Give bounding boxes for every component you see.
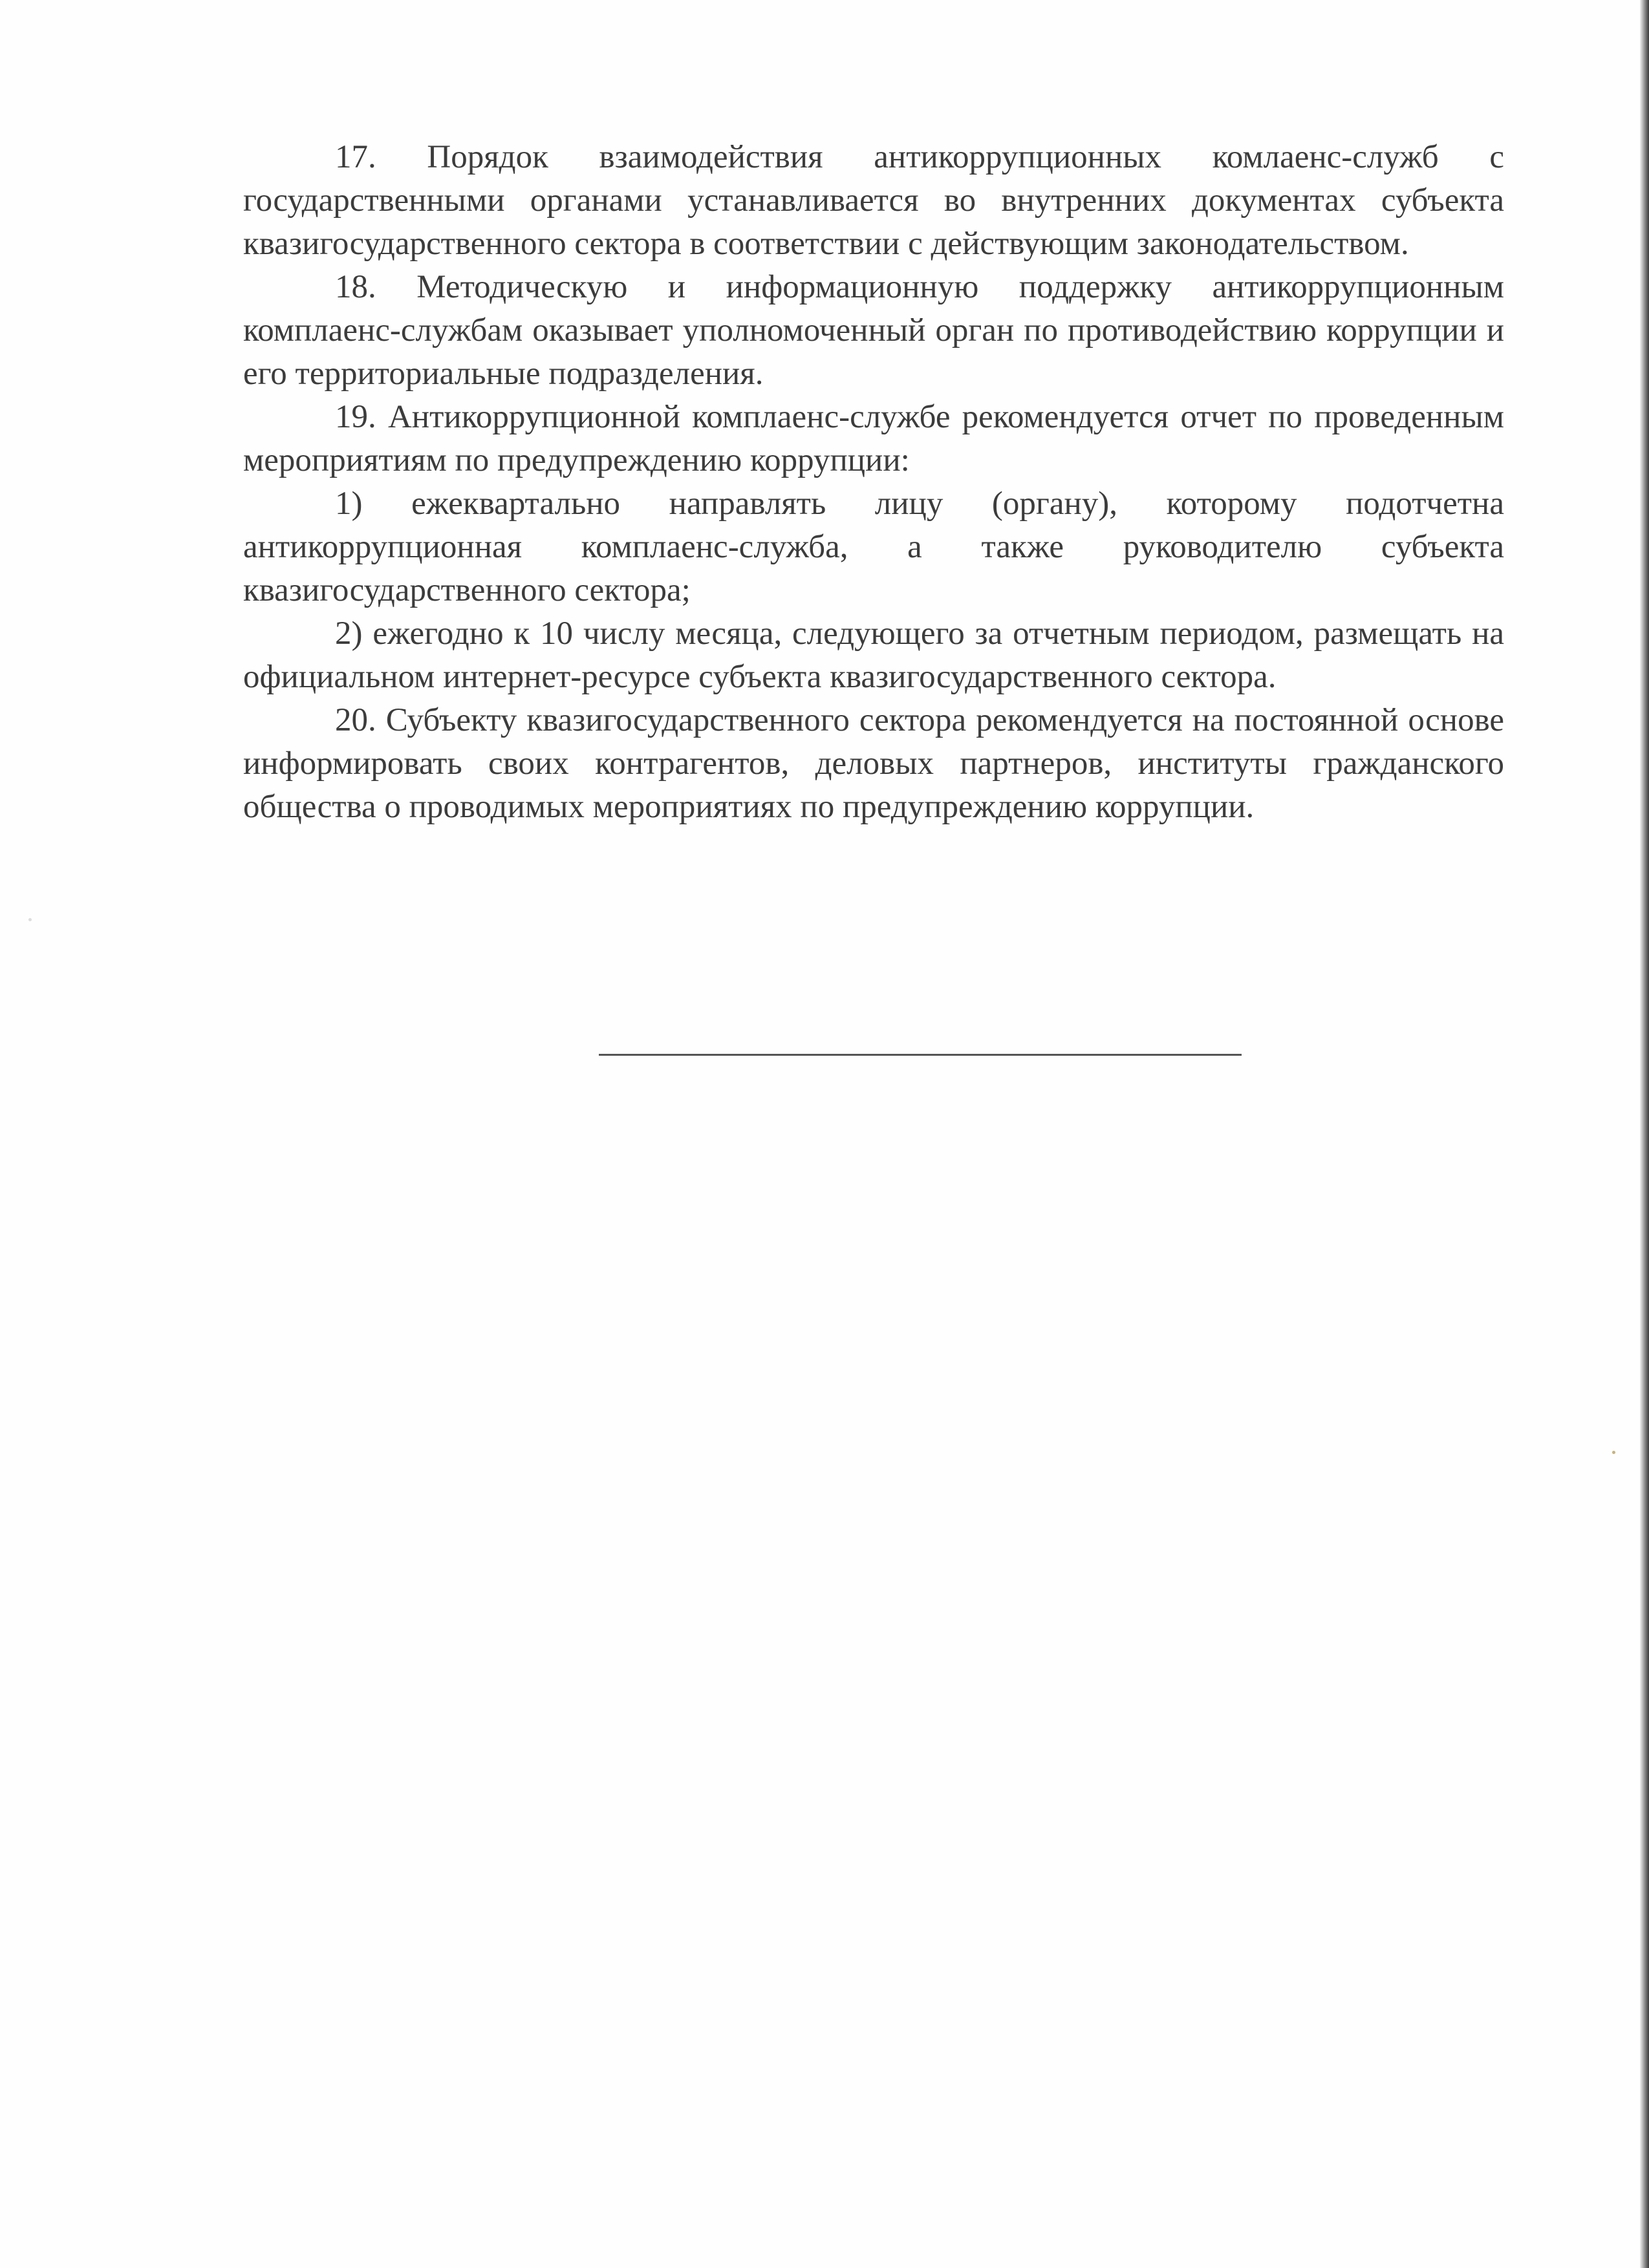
- document-body: [243, 136, 1504, 829]
- scan-speck: [28, 918, 32, 921]
- paragraph-17: 17. Порядок взаимодействия антикоррупционных комлаенс-служб с государственными органами устанавливается во внутренних документах субъекта квазигосударственного сектора в соответствии с действующим законодательством.: [243, 139, 1504, 262]
- paragraph-20: 20. Субъекту квазигосударственного сектора рекомендуется на постоянной основе информировать своих контрагентов, деловых партнеров, институты гражданского общества о проводимых мероприятиях по предупреждению коррупции.: [243, 702, 1504, 825]
- scan-speck: [1612, 1451, 1615, 1454]
- end-of-text-rule: [599, 1054, 1242, 1056]
- paragraph-18: 18. Методическую и информационную поддержку антикоррупционным комплаенс-службам оказывает уполномоченный орган по противодействию коррупции и его территориальные подразделения.: [243, 269, 1504, 392]
- paragraph-19-item-2: 2) ежегодно к 10 числу месяца, следующего за отчетным периодом, размещать на официальном интернет-ресурсе субъекта квазигосударственного сектора.: [243, 615, 1504, 695]
- paragraph-19: 19. Антикоррупционной комплаенс-службе рекомендуется отчет по проведенным мероприятиям по предупреждению коррупции:: [243, 399, 1504, 478]
- scan-border-shadow: [1640, 0, 1649, 2268]
- paragraph-19-item-1: 1) ежеквартально направлять лицу (органу), которому подотчетна антикоррупционная комплаенс-служба, а также руководителю субъекта квазигосударственного сектора;: [243, 486, 1504, 608]
